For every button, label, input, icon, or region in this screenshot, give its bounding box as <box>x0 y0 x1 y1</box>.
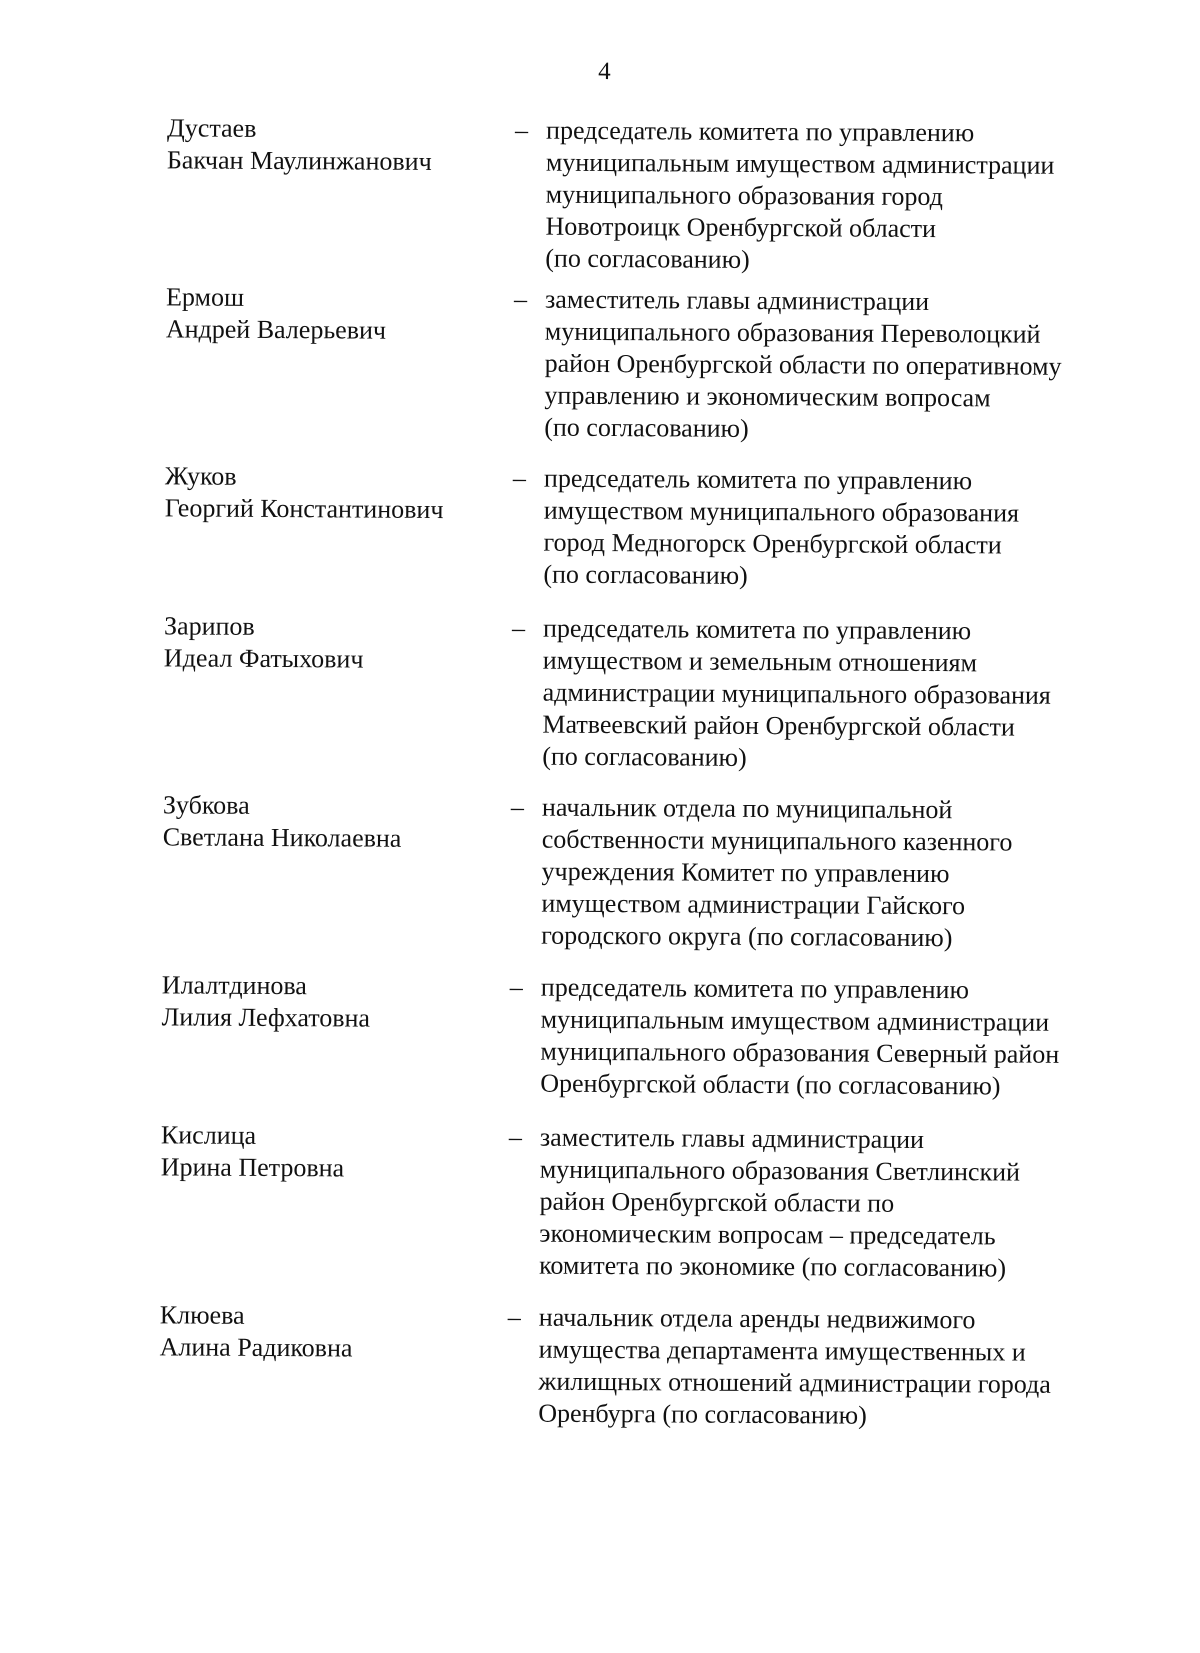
position-line: имуществом муниципального образования <box>543 495 1020 528</box>
member-name <box>164 610 504 676</box>
member-position <box>540 972 1126 1104</box>
entry-dash: – <box>512 463 527 493</box>
member-surname: Кислица <box>160 1120 257 1150</box>
member-entry <box>0 788 1200 953</box>
member-entry <box>0 968 1199 1101</box>
member-position <box>539 1122 1125 1286</box>
position-line: (по согласованию) <box>542 741 747 772</box>
position-line: (по согласованию) <box>545 243 750 274</box>
member-name <box>166 281 506 347</box>
position-line: муниципальным имуществом администрации <box>545 147 1055 180</box>
member-position <box>538 1302 1124 1434</box>
position-line: муниципального образования Светлинский <box>539 1154 1021 1187</box>
member-surname: Зарипов <box>163 611 255 641</box>
member-list <box>5 0 1200 1430</box>
member-given-names: Алина Радиковна <box>159 1332 353 1363</box>
position-line: экономическим вопросам – председатель <box>539 1218 996 1251</box>
entry-dash: – <box>508 1122 523 1152</box>
position-line: управлению и экономическим вопросам <box>544 380 991 413</box>
position-line: председатель комитета по управлению <box>540 972 970 1005</box>
member-position <box>545 115 1131 279</box>
member-given-names: Андрей Валерьевич <box>165 314 387 345</box>
position-line: (по согласованию) <box>543 559 748 590</box>
position-line: Матвеевский район Оренбургской области <box>542 709 1015 742</box>
member-entry <box>4 111 1200 274</box>
position-line: (по согласованию) <box>544 412 749 443</box>
member-position <box>543 463 1129 595</box>
member-entry <box>0 1298 1197 1430</box>
position-line: председатель комитета по управлению <box>542 613 972 646</box>
member-name <box>160 1299 500 1365</box>
member-given-names: Ирина Петровна <box>160 1152 345 1183</box>
position-line: председатель комитета по управлению <box>543 463 973 496</box>
member-given-names: Лилия Лефхатовна <box>161 1002 371 1033</box>
position-line: имуществом и земельным отношениям <box>542 645 978 678</box>
position-line: Новотроицк Оренбургской области <box>545 211 937 244</box>
member-name <box>162 969 502 1035</box>
position-line: начальник отдела по муниципальной <box>541 792 953 825</box>
member-surname: Клюева <box>159 1300 245 1330</box>
position-line: начальник отдела аренды недвижимого <box>538 1302 976 1335</box>
position-line: имуществом администрации Гайского <box>541 888 966 921</box>
member-surname: Дустаев <box>167 113 257 143</box>
position-line: муниципального образования город <box>545 179 943 212</box>
member-entry <box>2 459 1200 590</box>
member-name <box>161 1119 501 1185</box>
member-position <box>544 284 1130 448</box>
member-surname: Зубкова <box>162 790 250 820</box>
member-surname: Ермош <box>165 282 245 312</box>
position-line: район Оренбургской области по оперативному <box>544 348 1062 381</box>
position-line: муниципального образования Переволоцкий <box>544 316 1041 349</box>
entry-dash: – <box>507 1302 521 1332</box>
position-line: муниципальным имуществом администрации <box>540 1004 1050 1037</box>
entry-dash: – <box>510 792 525 822</box>
entry-dash: – <box>509 972 523 1002</box>
position-line: администрации муниципального образования <box>542 677 1051 710</box>
position-line: район Оренбургской области по <box>539 1186 895 1218</box>
position-line: город Медногорск Оренбургской области <box>543 527 1002 560</box>
position-line: имущества департамента имущественных и <box>538 1334 1026 1367</box>
member-given-names: Георгий Константинович <box>164 493 444 525</box>
entry-dash: – <box>513 284 528 314</box>
position-line: учреждения Комитет по управлению <box>541 856 950 889</box>
member-surname: Жуков <box>164 461 237 491</box>
position-line: городского округа (по согласованию) <box>541 920 953 953</box>
position-line: муниципального образования Северный район <box>540 1036 1060 1069</box>
position-line: Оренбургской области (по согласованию) <box>540 1068 1001 1101</box>
position-line: Оренбурга (по согласованию) <box>538 1398 867 1430</box>
member-entry <box>0 1118 1198 1283</box>
member-position <box>542 613 1128 777</box>
member-given-names: Бакчан Маулинжанович <box>166 145 432 176</box>
position-line: комитета по экономике (по согласованию) <box>539 1250 1007 1283</box>
member-entry <box>1 609 1200 772</box>
position-line: жилищных отношений администрации города <box>538 1366 1051 1399</box>
page-number: 4 <box>598 57 611 86</box>
position-line: заместитель главы администрации <box>544 284 930 317</box>
member-name <box>167 112 507 178</box>
position-line: собственности муниципального казенного <box>541 824 1013 857</box>
entry-dash: – <box>515 115 529 145</box>
position-line: заместитель главы администрации <box>539 1122 925 1154</box>
member-entry <box>3 280 1200 443</box>
member-given-names: Идеал Фатыхович <box>163 643 364 674</box>
position-line: председатель комитета по управлению <box>546 115 975 148</box>
member-name <box>165 460 505 526</box>
member-name <box>163 789 503 855</box>
member-position <box>541 792 1127 956</box>
member-given-names: Светлана Николаевна <box>162 822 402 853</box>
member-surname: Илалтдинова <box>161 970 307 1001</box>
entry-dash: – <box>511 613 526 643</box>
